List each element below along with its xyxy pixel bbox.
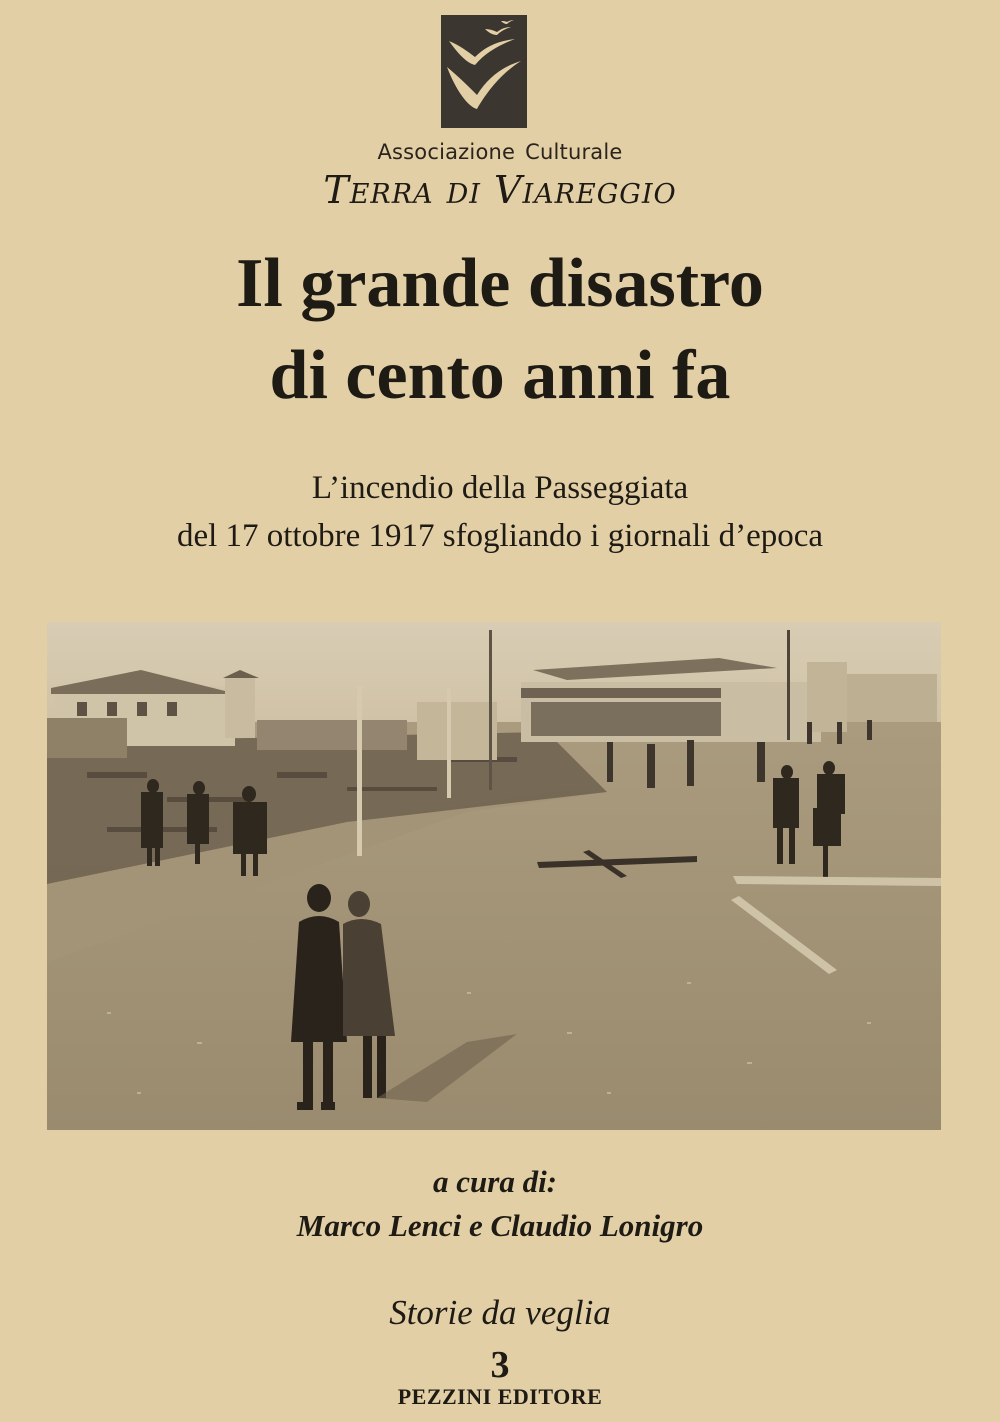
subtitle-line-2: del 17 ottobre 1917 sfogliando i giornali d’epoca <box>176 518 824 554</box>
subtitle-line-1: L’incendio della Passeggiata <box>311 470 689 506</box>
association-label <box>0 140 1000 164</box>
title-line-2: di cento anni fa <box>269 337 731 414</box>
book-title <box>0 238 1000 422</box>
historical-photograph-burned-promenade <box>47 622 941 1130</box>
flying-birds-logo-icon <box>441 15 527 128</box>
publisher-name: PEZZINI EDITORE <box>397 1384 603 1409</box>
association-name: Terra di Viareggio <box>323 168 677 212</box>
editors-label: a cura di: <box>433 1164 557 1199</box>
series-number: 3 <box>490 1344 510 1386</box>
editors-names: Marco Lenci e Claudio Lonigro <box>296 1208 704 1243</box>
title-line-1: Il grande disastro <box>236 245 764 322</box>
association-word-2: Culturale <box>525 140 623 164</box>
association-word: Associazione <box>377 140 516 164</box>
cover-photograph <box>47 622 941 1130</box>
editors-block <box>0 1160 1000 1248</box>
series-name: Storie da veglia <box>389 1293 611 1332</box>
association-logo <box>441 15 527 128</box>
book-subtitle <box>0 464 1000 560</box>
